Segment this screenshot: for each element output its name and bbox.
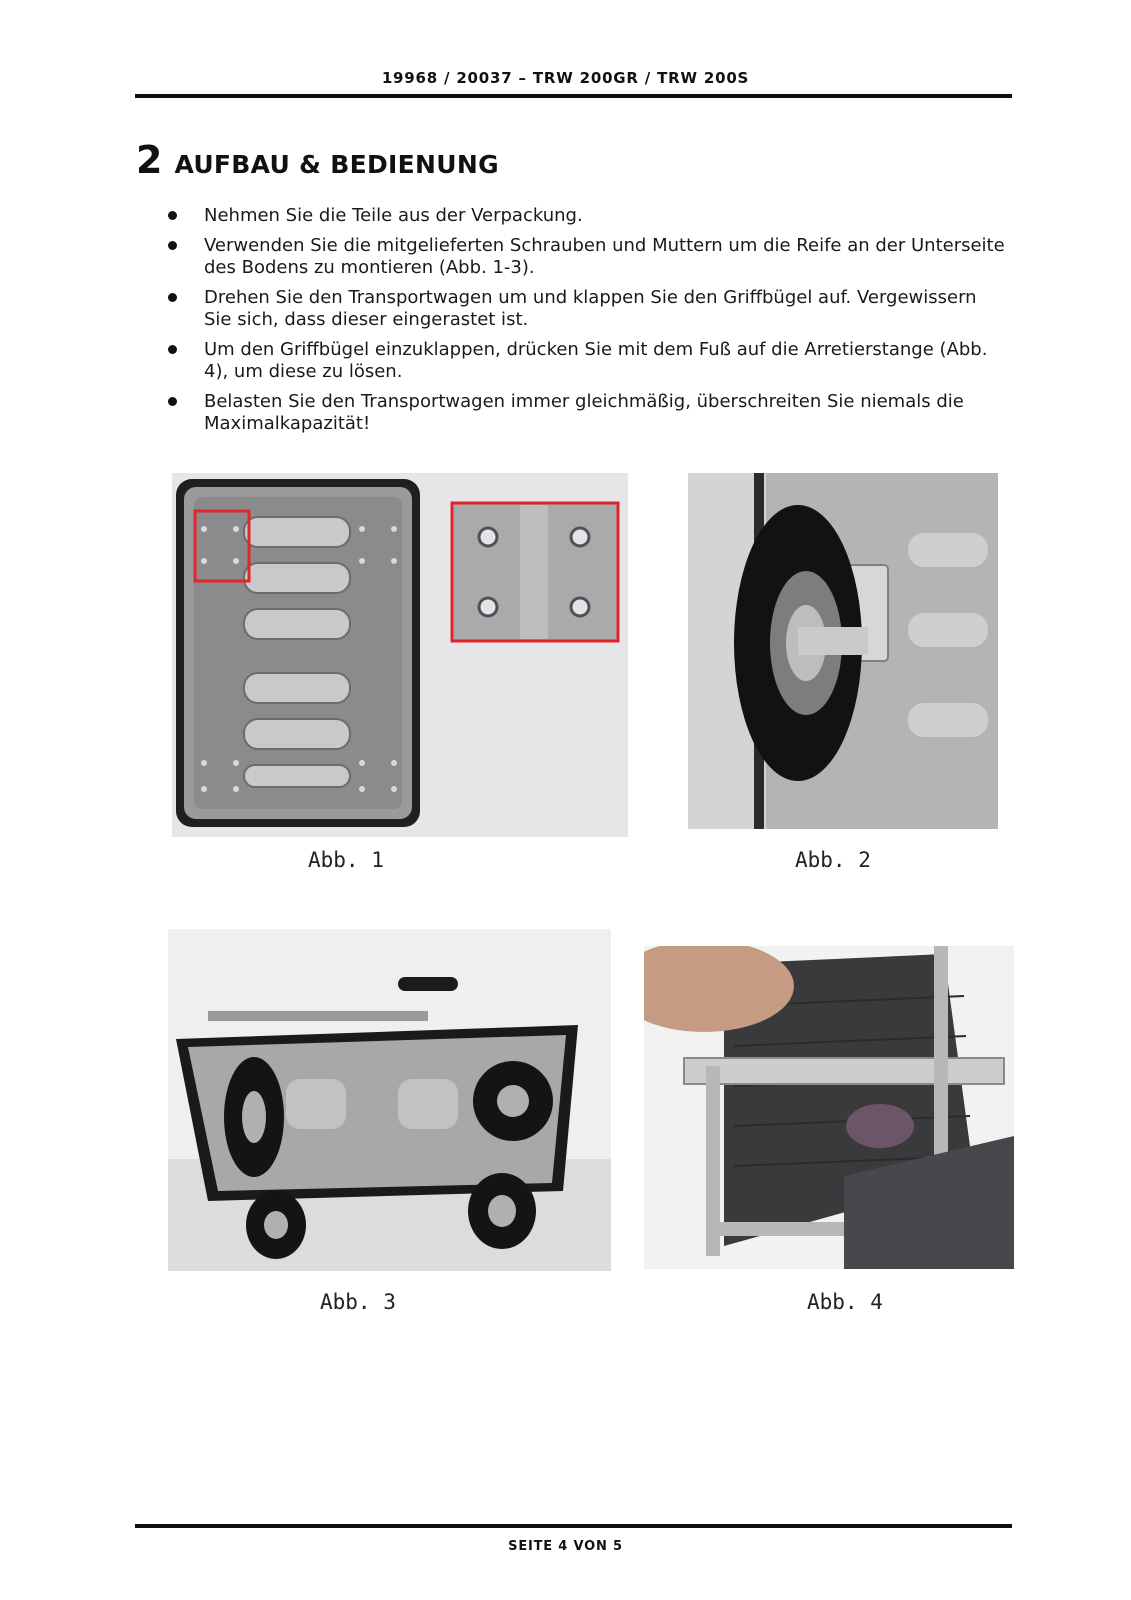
figure-3-trolley-with-wheels-photo: [168, 929, 611, 1271]
instruction-text: Verwenden Sie die mitgelieferten Schrauben und Muttern um die Reife an der Unterseite des Bodens zu montieren (Abb. 1-3).: [204, 235, 1005, 278]
figure-1-caption: Abb. 1: [308, 848, 384, 872]
instruction-item: [166, 205, 1006, 227]
instruction-item: [166, 391, 1006, 435]
figure-4-caption: Abb. 4: [807, 1290, 883, 1314]
figure-4-foot-release-photo: [644, 946, 1014, 1269]
instruction-item: [166, 235, 1006, 279]
document-header: 19968 / 20037 – TRW 200GR / TRW 200S: [381, 69, 750, 87]
section-title: AUFBAU & BEDIENUNG: [174, 150, 499, 179]
figure-1-platform-underside-photo: [172, 473, 628, 837]
instruction-list: [166, 205, 1006, 443]
instruction-text: Nehmen Sie die Teile aus der Verpackung.: [204, 205, 583, 226]
page-number: SEITE 4 VON 5: [508, 1539, 623, 1554]
bullet-icon: [168, 211, 177, 220]
instruction-text: Drehen Sie den Transportwagen um und klappen Sie den Griffbügel auf. Vergewissern Sie sich, dass dieser eingerastet ist.: [204, 287, 977, 330]
section-number: 2: [136, 138, 163, 182]
figure-2-wheel-mounting-photo: [688, 473, 998, 829]
figure-3-caption: Abb. 3: [320, 1290, 396, 1314]
instruction-item: [166, 287, 1006, 331]
bullet-icon: [168, 397, 177, 406]
bullet-icon: [168, 293, 177, 302]
header-rule: [135, 94, 1012, 98]
instruction-text: Belasten Sie den Transportwagen immer gleichmäßig, überschreiten Sie niemals die Maximalkapazität!: [204, 391, 964, 434]
instruction-item: [166, 339, 1006, 383]
bullet-icon: [168, 345, 177, 354]
instruction-text: Um den Griffbügel einzuklappen, drücken Sie mit dem Fuß auf die Arretierstange (Abb. 4), um diese zu lösen.: [204, 339, 988, 382]
section-heading: [136, 138, 499, 182]
footer-rule: [135, 1524, 1012, 1528]
bullet-icon: [168, 241, 177, 250]
figure-2-caption: Abb. 2: [795, 848, 871, 872]
